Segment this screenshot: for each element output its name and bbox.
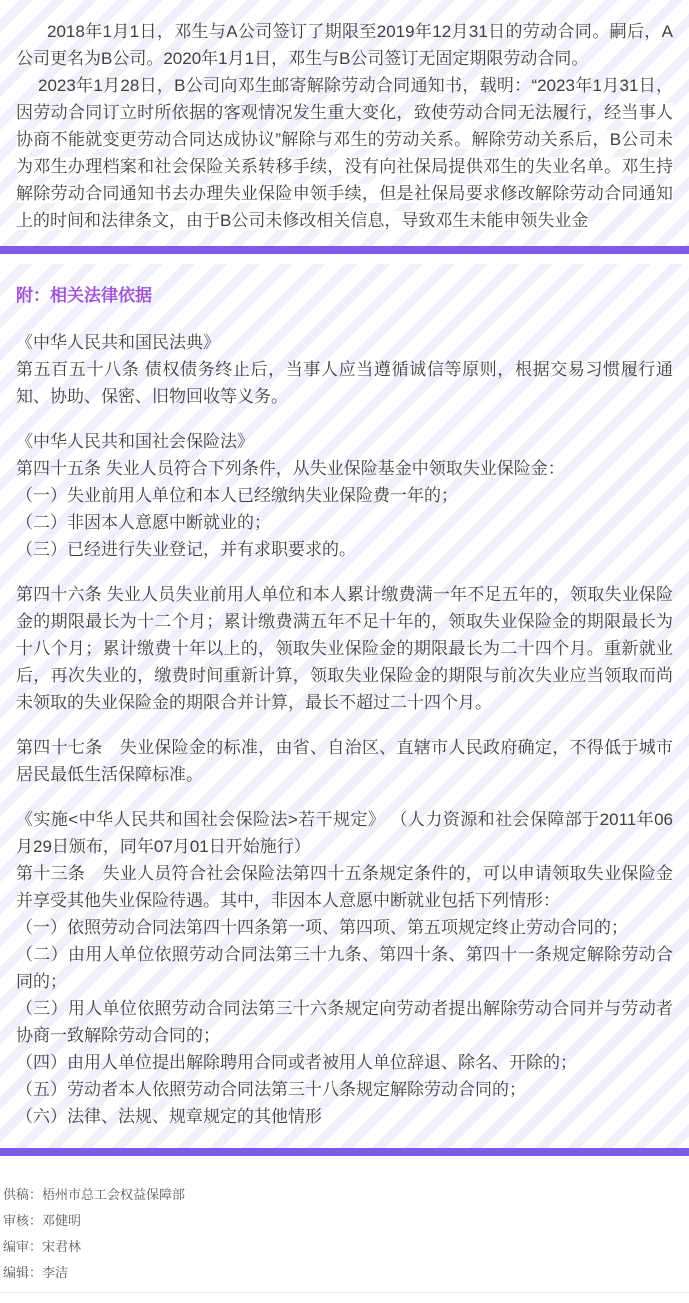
case-paragraph-2 <box>16 72 673 234</box>
law-title-civil-code: 《中华人民共和国民法典》 <box>16 333 220 352</box>
law-article-46: 第四十六条 失业人员失业前用人单位和本人累计缴费满一年不足五年的，领取失业保险金的期限最长为十二个月；累计缴费满五年不足十年的，领取失业保险金的期限最长为十八个月；累计缴费十年以上的，领取失业保险金的期限最长为二十四个月。重新就业后，再次失业的，缴费时间重新计算，领取失业保险金的期限与前次失业应当领取而尚未领取的失业保险金的期限合并计算，最长不超过二十四个月。 <box>16 585 673 712</box>
case-paragraph-2-text: 2023年1月28日，B公司向邓生邮寄解除劳动合同通知书，载明：“2023年1月31日，因劳动合同订立时所依据的客观情况发生重大变化，致使劳动合同无法履行，经 <box>16 76 673 122</box>
footer-line-editor-reviewer: 编审：宋君林 <box>3 1239 82 1254</box>
law-article-13-item-4: （四）由用人单位提出解除聘用合同或者被用人单位辞退、除名、开除的； <box>16 1053 577 1072</box>
law-article-13: 第十三条 失业人员符合社会保险法第四十五条规定条件的，可以申请领取失业保险金并享受其他失业保险待遇。其中，非因本人意愿中断就业包括下列情形： <box>16 864 673 910</box>
bottom-divider <box>0 1292 689 1295</box>
footer-line-contributor: 供稿：梧州市总工会权益保障部 <box>3 1187 186 1202</box>
section-divider-bar-bottom <box>0 1148 689 1156</box>
footer-line-reviewer: 审核：邓健明 <box>3 1213 82 1228</box>
law-article-45-item-2: （二）非因本人意愿中断就业的； <box>16 513 271 532</box>
footer-line-editor: 编辑：李洁 <box>3 1265 69 1280</box>
law-article-45: 第四十五条 失业人员符合下列条件，从失业保险基金中领取失业保险金： <box>16 459 565 478</box>
section-divider-bar-top <box>0 246 689 254</box>
law-article-47: 第四十七条 失业保险金的标准，由省、自治区、直辖市人民政府确定，不得低于城市居民最低生活保障标准。 <box>16 738 673 784</box>
law-article-13-item-3: （三）用人单位依照劳动合同法第三十六条规定向劳动者提出解除劳动合同并与劳动者协商一致解除劳动合同的； <box>16 999 673 1045</box>
law-article-13-item-5: （五）劳动者本人依照劳动合同法第三十八条规定解除劳动合同的； <box>16 1080 526 1099</box>
law-title-implementation: 《实施<中华人民共和国社会保险法>若干规定》 （人力资源和社会保障部于2011年06月29日颁布，同年07月01日开始施行） <box>16 810 673 856</box>
law-article-45-item-1: （一）失业前用人单位和本人已经缴纳失业保险费一年的； <box>16 486 458 505</box>
law-article-13-item-6: （六）法律、法规、规章规定的其他情形 <box>16 1107 322 1126</box>
case-summary-section <box>0 0 689 246</box>
case-paragraph-1: 2018年1月1日，邓生与A公司签订了期限至2019年12月31日的劳动合同。嗣后，A公司更名为B公司。2020年1月1日，邓生与B公司签订无固定期限劳动合同。 <box>16 22 673 68</box>
law-article-13-item-2: （二）由用人单位依照劳动合同法第三十九条、第四十条、第四十一条规定解除劳动合同的； <box>16 945 673 991</box>
footer <box>0 1156 689 1292</box>
case-paragraph-2-highlight: 当事人协商不能就变更劳动合同达成协议”解除与邓生的劳动关系。解除劳动关系后，B公司未为邓生办理档案和社会保险关系转移手续，没有向社保局提供邓生的失业名单。邓生持解除劳动合同通知书去办理失业保险申领手续，但是社保局要求修改解除劳动合同通知上的时间和法律条文，由于B公司未修改相关信息，导致邓生未能申领失业金 <box>16 103 674 230</box>
section-gap <box>0 254 689 264</box>
legal-heading: 附：相关法律依据 <box>16 286 152 305</box>
law-article-13-item-1: （一）依照劳动合同法第四十四条第一项、第四项、第五项规定终止劳动合同的； <box>16 918 628 937</box>
law-article-558: 第五百五十八条 债权债务终止后，当事人应当遵循诚信等原则，根据交易习惯履行通知、协助、保密、旧物回收等义务。 <box>16 360 673 406</box>
law-title-social-insurance: 《中华人民共和国社会保险法》 <box>16 432 254 451</box>
law-article-45-item-3: （三）已经进行失业登记，并有求职要求的。 <box>16 540 356 559</box>
legal-section <box>0 264 689 1148</box>
